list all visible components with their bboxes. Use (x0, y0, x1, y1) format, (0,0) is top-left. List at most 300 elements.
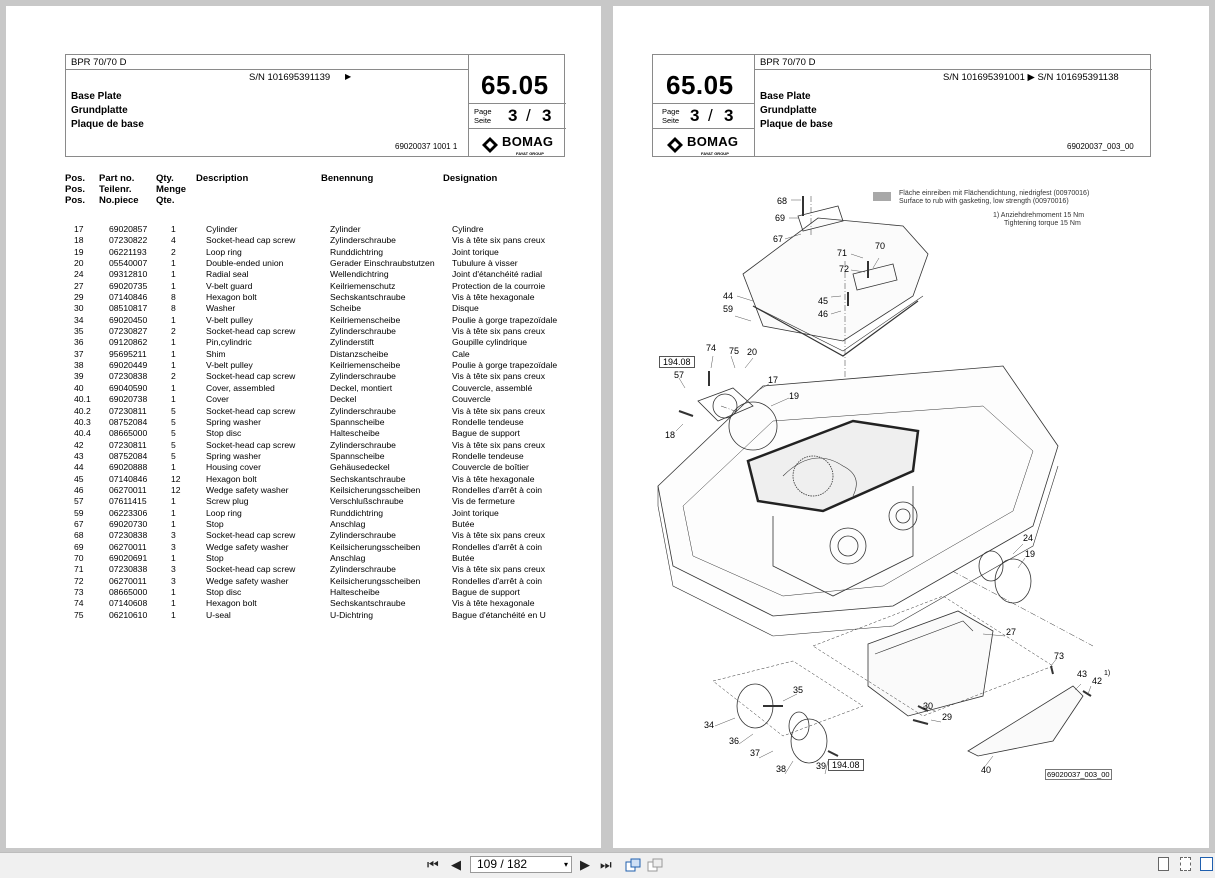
benennung-cell: Verschlußschraube (330, 496, 404, 507)
designation-cell: Butée (452, 552, 475, 563)
pos-cell: 40 (74, 382, 84, 393)
page-current: 3 (690, 106, 700, 125)
qty-cell: 3 (171, 541, 176, 552)
benennung-cell: Zylinderschraube (330, 405, 396, 416)
ref-43: 43 (1077, 669, 1088, 679)
designation-cell: Vis à tête hexagonale (452, 473, 535, 484)
qty-cell: 1 (171, 609, 176, 620)
pos-cell: 46 (74, 484, 84, 495)
title-fr: Plaque de base (760, 119, 833, 130)
ref-59: 59 (723, 304, 734, 314)
table-row (68, 406, 557, 417)
next-page-button[interactable]: ▶ (580, 857, 590, 872)
rotate-view-icon[interactable] (625, 858, 641, 872)
part-number-cell: 69020735 (109, 280, 148, 291)
ref-27: 27 (1006, 627, 1017, 637)
description-cell: Housing cover (206, 462, 261, 473)
table-row (68, 258, 557, 269)
pos-cell: 71 (74, 564, 84, 575)
designation-cell: Vis à tête six pans creux (452, 235, 545, 246)
pos-cell: 43 (74, 450, 84, 461)
benennung-cell: Zylinderschraube (330, 235, 396, 246)
part-number-cell: 08752084 (109, 450, 148, 461)
right-page (613, 6, 1209, 848)
model-name: BPR 70/70 D (760, 57, 816, 68)
pos-cell: 42 (74, 439, 84, 450)
part-number-cell: 07140846 (109, 292, 148, 303)
pos-cell: 73 (74, 587, 84, 597)
drawing-code: 69020037_003_00 (1047, 770, 1110, 779)
page-separator: / (708, 106, 713, 125)
description-cell: Stop disc (206, 587, 242, 597)
brand-subtitle: FAYAT GROUP (701, 151, 729, 156)
benennung-cell: Haltescheibe (330, 587, 380, 597)
page-current: 3 (508, 106, 518, 125)
designation-cell: Joint torique (452, 507, 499, 518)
designation-cell: Bague de support (452, 428, 520, 439)
legend-line-4: Tightening torque 15 Nm (1004, 220, 1081, 227)
title-de: Grundplatte (760, 105, 817, 116)
page-label: Page (474, 107, 492, 116)
part-number-cell: 07230838 (109, 371, 148, 382)
table-row (68, 360, 557, 371)
table-row (68, 519, 557, 530)
table-row (68, 451, 557, 462)
ref-67: 67 (773, 234, 784, 244)
benennung-cell: Deckel (330, 394, 357, 405)
part-number-cell: 09120862 (109, 337, 148, 348)
description-cell: Shim (206, 348, 226, 359)
part-number-cell: 06270011 (109, 541, 147, 552)
benennung-cell: Anschlag (330, 518, 366, 529)
table-row (68, 553, 557, 564)
qty-cell: 2 (171, 371, 176, 382)
designation-cell: Couvercle (452, 394, 491, 405)
designation-cell: Butée (452, 518, 475, 529)
serial-range: S/N 101695391001 ▶ S/N 101695391138 (943, 72, 1119, 83)
description-cell: Pin,cylindric (206, 337, 252, 348)
ref-74: 74 (706, 343, 717, 353)
qty-cell: 4 (171, 235, 176, 246)
benennung-cell: Zylinderschraube (330, 439, 396, 450)
description-cell: Spring washer (206, 450, 261, 461)
designation-cell: Joint d'étanchéité radial (452, 269, 543, 280)
description-cell: Cylinder (206, 224, 238, 234)
table-row (68, 576, 557, 587)
single-page-view-icon[interactable] (1158, 857, 1169, 871)
description-cell: Loop ring (206, 246, 242, 257)
qty-cell: 8 (171, 292, 176, 303)
chevron-down-icon[interactable]: ▾ (563, 860, 568, 869)
pos-cell: 29 (74, 292, 84, 303)
designation-cell: Couvercle de boîtier (452, 462, 529, 473)
qty-cell: 1 (171, 224, 176, 234)
col-part-header: Part no. Teilenr. No.piece (99, 173, 139, 206)
page-total: 3 (724, 106, 734, 125)
bomag-logo (482, 133, 553, 156)
description-cell: V-belt pulley (206, 360, 253, 371)
benennung-cell: Keilsicherungsscheiben (330, 484, 421, 495)
benennung-cell: Zylinderschraube (330, 371, 396, 382)
description-cell: Socket-head cap screw (206, 530, 296, 541)
benennung-cell: Zylinderstift (330, 337, 374, 348)
table-row (68, 542, 557, 553)
description-cell: Socket-head cap screw (206, 371, 296, 382)
description-cell: Cover, assembled (206, 382, 275, 393)
ref-38: 38 (776, 764, 787, 774)
benennung-cell: Gehäusedeckel (330, 462, 390, 473)
designation-cell: Vis à tête six pans creux (452, 405, 545, 416)
part-number-cell: 06221193 (109, 246, 147, 257)
description-cell: Washer (206, 303, 236, 314)
designation-cell: Goupille cylindrique (452, 337, 527, 348)
table-row (68, 417, 557, 428)
designation-cell: Protection de la courroie (452, 280, 546, 291)
benennung-cell: Keilsicherungsscheiben (330, 575, 421, 586)
benennung-cell: Zylinderschraube (330, 530, 396, 541)
part-number-cell: 05540007 (109, 258, 148, 269)
description-cell: Socket-head cap screw (206, 405, 296, 416)
benennung-cell: Sechskantschraube (330, 598, 406, 609)
part-number-cell: 69020738 (109, 394, 148, 405)
table-row (68, 235, 557, 246)
table-row (68, 224, 557, 235)
ref-24: 24 (1023, 533, 1034, 543)
crossref-box[interactable]: 194.08 (659, 356, 695, 368)
part-number-cell: 07611415 (109, 496, 147, 507)
qty-cell: 3 (171, 564, 176, 575)
table-row (68, 269, 557, 280)
qty-cell: 8 (171, 303, 176, 314)
page-label: Page (662, 107, 680, 116)
part-number-cell: 07140608 (109, 598, 148, 609)
part-number-cell: 95695211 (109, 348, 147, 359)
ref-46: 46 (818, 309, 829, 319)
designation-cell: Couvercle, assemblé (452, 382, 533, 393)
part-number-cell: 06270011 (109, 575, 147, 586)
designation-cell: Vis à tête six pans creux (452, 439, 545, 450)
qty-cell: 2 (171, 326, 176, 337)
title-en: Base Plate (760, 91, 811, 102)
part-number-cell: 69020857 (109, 224, 148, 234)
pos-cell: 44 (74, 462, 84, 473)
table-row (68, 530, 557, 541)
table-row (68, 564, 557, 575)
title-en: Base Plate (71, 91, 122, 102)
pos-cell: 18 (74, 235, 84, 246)
table-row (68, 440, 557, 451)
part-number-cell: 06270011 (109, 484, 147, 495)
description-cell: Socket-head cap screw (206, 564, 296, 575)
description-cell: Stop disc (206, 428, 242, 439)
table-row (68, 292, 557, 303)
table-row (68, 303, 557, 314)
ref-72: 72 (839, 264, 850, 274)
benennung-cell: Wellendichtring (330, 269, 389, 280)
table-row (68, 428, 557, 439)
table-row (68, 383, 557, 394)
pos-cell: 30 (74, 303, 84, 314)
part-number-cell: 69020691 (109, 552, 148, 563)
ref-36: 36 (729, 736, 740, 746)
prev-page-button[interactable]: ◀ (451, 857, 461, 872)
qty-cell: 1 (171, 462, 176, 473)
benennung-cell: Spannscheibe (330, 450, 385, 461)
ref-73: 73 (1054, 651, 1065, 661)
part-number-cell: 07230822 (109, 235, 148, 246)
part-number-cell: 07230838 (109, 530, 148, 541)
ref-44: 44 (723, 291, 734, 301)
bomag-diamond-icon (482, 137, 498, 153)
benennung-cell: Spannscheibe (330, 416, 385, 427)
qty-cell: 3 (171, 575, 176, 586)
benennung-cell: Sechskantschraube (330, 292, 406, 303)
document-code: 69020037_003_00 (1067, 142, 1134, 151)
continuous-view-icon[interactable] (1180, 857, 1191, 871)
benennung-cell: Distanzscheibe (330, 348, 389, 359)
benennung-cell: Scheibe (330, 303, 362, 314)
designation-cell: Rondelle tendeuse (452, 450, 524, 461)
ref-20: 20 (747, 347, 758, 357)
designation-cell: Rondelles d'arrêt à coin (452, 575, 543, 586)
ref-57: 57 (674, 370, 685, 380)
pos-cell: 59 (74, 507, 84, 518)
qty-cell: 1 (171, 394, 176, 405)
qty-cell: 5 (171, 405, 176, 416)
group-number: 65.05 (666, 70, 734, 100)
part-number-cell: 69020888 (109, 462, 148, 473)
col-description-header: Description (196, 173, 249, 184)
part-number-cell: 07140846 (109, 473, 148, 484)
crossref-box[interactable]: 194.08 (828, 759, 864, 771)
qty-cell: 1 (171, 552, 176, 563)
part-number-cell: 07230827 (109, 326, 148, 337)
part-number-cell: 07230811 (109, 405, 147, 416)
qty-cell: 3 (171, 530, 176, 541)
pos-cell: 69 (74, 541, 84, 552)
benennung-cell: Zylinderschraube (330, 564, 396, 575)
part-number-cell: 07230811 (109, 439, 147, 450)
group-number: 65.05 (481, 70, 549, 100)
description-cell: Radial seal (206, 269, 249, 280)
page-number-field[interactable] (470, 856, 572, 873)
designation-cell: Bague de support (452, 587, 520, 597)
table-row (68, 281, 557, 292)
page-separator: / (526, 106, 531, 125)
ref-30: 30 (923, 701, 934, 711)
pos-cell: 40.2 (74, 405, 91, 416)
qty-cell: 1 (171, 587, 176, 597)
brand-subtitle: FAYAT GROUP (516, 151, 544, 156)
designation-cell: Rondelles d'arrêt à coin (452, 541, 543, 552)
serial-arrow: ▶ (345, 72, 352, 81)
benennung-cell: Runddichtring (330, 507, 384, 518)
pos-cell: 75 (74, 609, 84, 620)
pos-cell: 39 (74, 371, 84, 382)
table-row (68, 326, 557, 337)
qty-cell: 1 (171, 382, 176, 393)
table-row (68, 485, 557, 496)
part-number-cell: 08665000 (109, 587, 148, 597)
description-cell: Socket-head cap screw (206, 235, 296, 246)
table-row (68, 247, 557, 258)
benennung-cell: U-Dichtring (330, 609, 373, 620)
description-cell: Socket-head cap screw (206, 439, 296, 450)
qty-cell: 5 (171, 428, 176, 439)
brand-name: BOMAG (502, 134, 554, 149)
part-number-cell: 09312810 (109, 269, 148, 280)
part-number-cell: 06223306 (109, 507, 148, 518)
designation-cell: Vis à tête six pans creux (452, 530, 545, 541)
ref-70: 70 (875, 241, 886, 251)
pos-cell: 34 (74, 314, 84, 325)
description-cell: Double-ended union (206, 258, 284, 269)
qty-cell: 1 (171, 258, 176, 269)
ref-75: 75 (729, 346, 740, 356)
last-page-button[interactable]: ⏭ (600, 857, 612, 872)
ref-19b: 19 (1025, 549, 1036, 559)
page-number-value: 109 / 182 (477, 857, 528, 871)
pos-cell: 40.3 (74, 416, 91, 427)
description-cell: Cover (206, 394, 229, 405)
title-de: Grundplatte (71, 105, 128, 116)
designation-cell: Rondelles d'arrêt à coin (452, 484, 543, 495)
benennung-cell: Runddichtring (330, 246, 384, 257)
description-cell: U-seal (206, 609, 231, 620)
ref-37: 37 (750, 748, 761, 758)
designation-cell: Poulie à gorge trapezoïdale (452, 360, 558, 371)
description-cell: Stop (206, 518, 224, 529)
pos-cell: 40.1 (74, 394, 91, 405)
benennung-cell: Keilriemenscheibe (330, 314, 401, 325)
qty-cell: 1 (171, 518, 176, 529)
table-row (68, 371, 557, 382)
title-fr: Plaque de base (71, 119, 144, 130)
benennung-cell: Anschlag (330, 552, 366, 563)
ref-39: 39 (816, 761, 827, 771)
ref-29: 29 (942, 712, 953, 722)
col-benennung-header: Benennung (321, 173, 374, 184)
benennung-cell: Deckel, montiert (330, 382, 393, 393)
description-cell: Socket-head cap screw (206, 326, 296, 337)
page-total: 3 (542, 106, 552, 125)
qty-cell: 12 (171, 484, 181, 495)
part-number-cell: 08752084 (109, 416, 148, 427)
table-row (68, 394, 557, 405)
part-number-cell: 06210610 (109, 609, 148, 620)
brand-name: BOMAG (687, 134, 739, 149)
pos-cell: 74 (74, 598, 84, 609)
pos-cell: 36 (74, 337, 84, 348)
designation-cell: Joint torique (452, 246, 499, 257)
part-number-cell: 08510817 (109, 303, 148, 314)
pos-cell: 45 (74, 473, 84, 484)
table-row (68, 474, 557, 485)
table-row (68, 508, 557, 519)
col-qty-header: Qty. Menge Qte. (156, 173, 187, 206)
benennung-cell: Keilriemenscheibe (330, 360, 401, 371)
designation-cell: Cale (452, 348, 470, 359)
description-cell: V-belt guard (206, 280, 253, 291)
part-number-cell: 69040590 (109, 382, 148, 393)
description-cell: Loop ring (206, 507, 242, 518)
table-row (68, 315, 557, 326)
part-number-cell: 69020449 (109, 360, 148, 371)
qty-cell: 5 (171, 416, 176, 427)
legend-line-1: Fläche einreiben mit Flächendichtung, niedrigfest (00970016) (899, 190, 1090, 197)
description-cell: Stop (206, 552, 224, 563)
table-row (68, 587, 557, 598)
benennung-cell: Haltescheibe (330, 428, 380, 439)
qty-cell: 12 (171, 473, 181, 484)
qty-cell: 5 (171, 439, 176, 450)
col-designation-header: Designation (443, 173, 498, 184)
copy-view-icon[interactable] (647, 858, 663, 872)
ref-69: 69 (775, 213, 786, 223)
seite-label: Seite (474, 116, 492, 125)
designation-cell: Vis de fermeture (452, 496, 515, 507)
description-cell: Spring washer (206, 416, 261, 427)
ref-34: 34 (704, 720, 715, 730)
first-page-button[interactable]: ⏮ (427, 857, 439, 872)
designation-cell: Vis à tête six pans creux (452, 371, 545, 382)
description-cell: Hexagon bolt (206, 473, 257, 484)
part-number-cell: 08665000 (109, 428, 148, 439)
exploded-drawing (613, 6, 1209, 848)
legend-line-2: Surface to rub with gasketing, low strength (00970016) (899, 198, 1069, 205)
description-cell: Wedge safety washer (206, 575, 289, 586)
benennung-cell: Keilsicherungsscheiben (330, 541, 421, 552)
qty-cell: 1 (171, 496, 176, 507)
designation-cell: Vis à tête hexagonale (452, 292, 535, 303)
ref-17: 17 (768, 375, 779, 385)
description-cell: Wedge safety washer (206, 541, 289, 552)
pos-cell: 24 (74, 269, 84, 280)
part-number-cell: 07230838 (109, 564, 148, 575)
description-cell: V-belt pulley (206, 314, 253, 325)
qty-cell: 1 (171, 314, 176, 325)
pos-cell: 72 (74, 575, 84, 586)
table-row (68, 349, 557, 360)
pos-cell: 20 (74, 258, 84, 269)
col-pos-header: Pos. Pos. Pos. (65, 173, 86, 206)
qty-cell: 2 (171, 246, 176, 257)
table-row (68, 598, 557, 609)
qty-cell: 1 (171, 269, 176, 280)
qty-cell: 1 (171, 348, 176, 359)
ref-42: 42 (1092, 676, 1103, 686)
benennung-cell: Zylinderschraube (330, 326, 396, 337)
pos-cell: 68 (74, 530, 84, 541)
facing-pages-view-icon[interactable] (1200, 857, 1213, 871)
pos-cell: 35 (74, 326, 84, 337)
pos-cell: 38 (74, 360, 84, 371)
description-cell: Hexagon bolt (206, 598, 257, 609)
ref-45: 45 (818, 296, 829, 306)
part-number-cell: 69020730 (109, 518, 148, 529)
designation-cell: Vis à tête six pans creux (452, 326, 545, 337)
designation-cell: Vis à tête six pans creux (452, 564, 545, 575)
qty-cell: 1 (171, 280, 176, 291)
designation-cell: Tubulure à visser (452, 258, 518, 269)
designation-cell: Bague d'étanchéité en U (452, 609, 546, 620)
document-code: 69020037 1001 1 (395, 142, 458, 151)
part-number-cell: 69020450 (109, 314, 148, 325)
ref-71: 71 (837, 248, 848, 258)
header-box (65, 54, 565, 157)
designation-cell: Poulie à gorge trapezoïdale (452, 314, 558, 325)
pos-cell: 27 (74, 280, 84, 291)
